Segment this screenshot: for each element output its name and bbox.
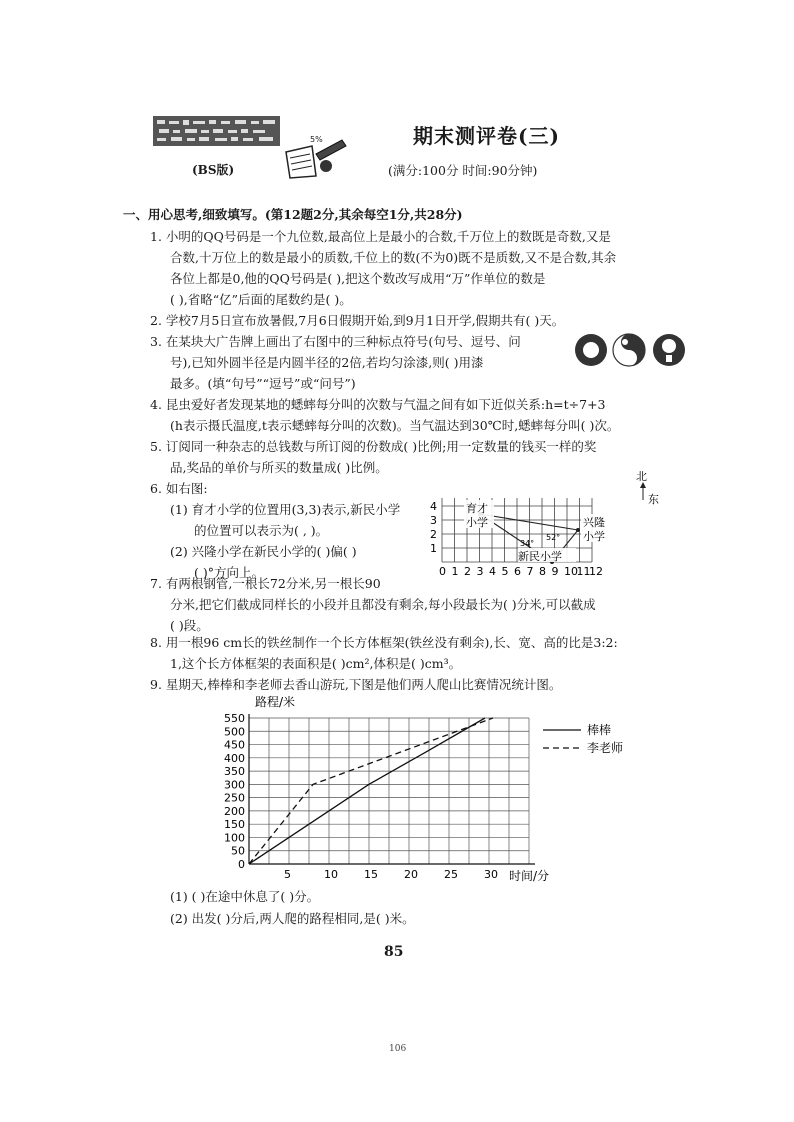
map-x-tick: 8 bbox=[539, 565, 546, 578]
chart-x-tick: 15 bbox=[364, 868, 378, 881]
map-y-tick: 3 bbox=[430, 514, 437, 527]
page-number: 85 bbox=[384, 944, 404, 960]
map-x-tick: 1 bbox=[451, 565, 459, 578]
chart-x-tick: 20 bbox=[404, 868, 418, 881]
map-x-tick: 9 bbox=[551, 565, 559, 578]
legend-label: 李老师 bbox=[587, 741, 624, 755]
punctuation-symbols-figure bbox=[573, 330, 693, 378]
chart-series-line-1 bbox=[249, 718, 485, 864]
map-x-tick: 0 bbox=[439, 565, 446, 578]
score-time-info: (满分:100分 时间:90分钟) bbox=[388, 163, 538, 178]
chart-x-tick: 25 bbox=[444, 868, 458, 881]
map-x-tick: 3 bbox=[476, 565, 484, 578]
chart-y-tick: 350 bbox=[224, 765, 245, 779]
book-telescope-icon bbox=[282, 132, 352, 184]
header-logo bbox=[153, 116, 280, 146]
question-6-line-4: (2) 兴隆小学在新民小学的( )偏( ) bbox=[170, 544, 357, 559]
y-axis-label: 路程/米 bbox=[255, 695, 296, 709]
question-8-line-1: 8. 用一根96 cm长的铁丝制作一个长方体框架(铁丝没有剩余),长、宽、高的比是3:2: bbox=[150, 635, 618, 650]
map-x-tick: 4 bbox=[489, 565, 496, 578]
question-1-line-4: ( ),省略“亿”后面的尾数约是( )。 bbox=[170, 292, 352, 307]
map-y-tick: 1 bbox=[430, 542, 437, 555]
question-6-line-2: (1) 育才小学的位置用(3,3)表示,新民小学 bbox=[170, 502, 401, 517]
chart-y-tick: 500 bbox=[224, 725, 245, 739]
bottom-page-number: 106 bbox=[389, 1044, 407, 1054]
legend-label: 棒棒 bbox=[587, 723, 612, 737]
question-4-line-1: 4. 昆虫爱好者发现某地的蟋蟀每分叫的次数与气温之间有如下近似关系:h=t÷7+3 bbox=[150, 397, 606, 412]
map-x-tick: 11 bbox=[576, 565, 591, 578]
map-x-tick: 5 bbox=[501, 565, 509, 578]
chart-y-tick: 400 bbox=[224, 751, 245, 765]
chart-series-line-2 bbox=[249, 718, 493, 864]
angle-52-label: 52° bbox=[546, 533, 561, 542]
section-heading: 一、用心思考,细致填写。(第12题2分,其余每空1分,共28分) bbox=[123, 207, 463, 222]
chart-x-tick: 5 bbox=[284, 868, 291, 881]
question-5-line-1: 5. 订阅同一种杂志的总钱数与所订阅的份数成( )比例;用一定数量的钱买一样的奖 bbox=[150, 439, 597, 454]
question-1-line-3: 各位上都是0,他的QQ号码是( ),把这个数改写成用“万”作单位的数是 bbox=[170, 271, 546, 286]
yucai-school-label: 育才 bbox=[466, 502, 488, 515]
comma-symbol-icon bbox=[613, 334, 645, 366]
question-3-line-1: 3. 在某块大广告牌上画出了右图中的三种标点符号(句号、逗号、问 bbox=[150, 334, 521, 349]
edition-label: (BS版) bbox=[192, 163, 235, 177]
question-9-line-1: 9. 星期天,棒棒和李老师去香山游玩,下图是他们两人爬山比赛情况统计图。 bbox=[150, 677, 562, 692]
question-6-line-5: ( )°方向上。 bbox=[194, 565, 264, 580]
question-symbol-icon bbox=[653, 334, 685, 366]
chart-y-tick: 0 bbox=[238, 858, 245, 871]
east-label: 东 bbox=[648, 493, 659, 506]
map-y-tick: 4 bbox=[430, 500, 437, 513]
question-1-line-1: 1. 小明的QQ号码是一个九位数,最高位上是最小的合数,千万位上的数既是奇数,又是 bbox=[150, 229, 611, 244]
climbing-distance-chart bbox=[213, 692, 693, 891]
x-axis-label: 时间/分 bbox=[509, 869, 550, 883]
question-5-line-2: 品,奖品的单价与所买的数量成( )比例。 bbox=[170, 460, 388, 475]
chart-y-tick: 300 bbox=[224, 778, 245, 792]
question-3-line-3: 最多。(填“句号”“逗号”或“问号”) bbox=[170, 376, 356, 391]
chart-y-tick: 50 bbox=[231, 844, 245, 858]
chart-x-tick: 10 bbox=[324, 868, 338, 881]
chart-y-tick: 550 bbox=[224, 712, 245, 725]
question-9-sub-2: (2) 出发( )分后,两人爬的路程相同,是( )米。 bbox=[170, 911, 415, 926]
map-x-tick: 12 bbox=[589, 565, 603, 578]
question-4-line-2: (h表示摄氏温度,t表示蟋蟀每分叫的次数)。当气温达到30℃时,蟋蟀每分叫( )次。 bbox=[170, 418, 620, 433]
question-7-line-2: 分米,把它们截成同样长的小段并且都没有剩余,每小段最长为( )分米,可以截成 bbox=[170, 597, 596, 612]
question-7-line-1: 7. 有两根钢管,一根长72分米,另一根长90 bbox=[150, 576, 381, 591]
chart-y-tick: 450 bbox=[224, 738, 245, 752]
question-6-line-1: 6. 如右图: bbox=[150, 481, 208, 496]
yucai-school-label-2: 小学 bbox=[466, 516, 488, 529]
question-3-line-2: 号),已知外圆半径是内圆半径的2倍,若均匀涂漆,则( )用漆 bbox=[170, 355, 484, 370]
xinglong-school-label-2: 小学 bbox=[583, 530, 605, 543]
chart-y-tick: 250 bbox=[224, 791, 245, 805]
question-9-sub-1: (1) ( )在途中休息了( )分。 bbox=[170, 889, 320, 904]
map-x-tick: 6 bbox=[514, 565, 521, 578]
svg-text:5%: 5% bbox=[310, 135, 323, 144]
question-8-line-2: 1,这个长方体框架的表面积是( )cm²,体积是( )cm³。 bbox=[170, 656, 462, 671]
period-symbol-icon bbox=[575, 334, 607, 366]
chart-y-tick: 200 bbox=[224, 804, 245, 818]
question-7-line-3: ( )段。 bbox=[170, 618, 209, 633]
page-title: 期末测评卷(三) bbox=[413, 124, 560, 148]
xinglong-school-label: 兴隆 bbox=[583, 516, 605, 529]
chart-y-tick: 100 bbox=[224, 831, 245, 845]
angle-34-label: 34° bbox=[520, 539, 535, 548]
question-6-line-3: 的位置可以表示为( , )。 bbox=[194, 523, 329, 538]
map-y-tick: 2 bbox=[430, 528, 437, 541]
question-2-line-1: 2. 学校7月5日宣布放暑假,7月6日假期开始,到9月1日开学,假期共有( )天。 bbox=[150, 313, 565, 328]
north-label: 北 bbox=[636, 470, 647, 483]
map-x-tick: 10 bbox=[564, 565, 578, 578]
xinmin-school-label: 新民小学 bbox=[518, 550, 562, 563]
map-x-tick: 2 bbox=[464, 565, 471, 578]
chart-x-tick: 30 bbox=[484, 868, 498, 881]
chart-y-tick: 150 bbox=[224, 818, 245, 832]
school-location-map bbox=[428, 470, 698, 584]
question-1-line-2: 合数,十万位上的数是最小的质数,千位上的数(不为0)既不是质数,又不是合数,其余 bbox=[170, 250, 617, 265]
map-x-tick: 7 bbox=[526, 565, 534, 578]
